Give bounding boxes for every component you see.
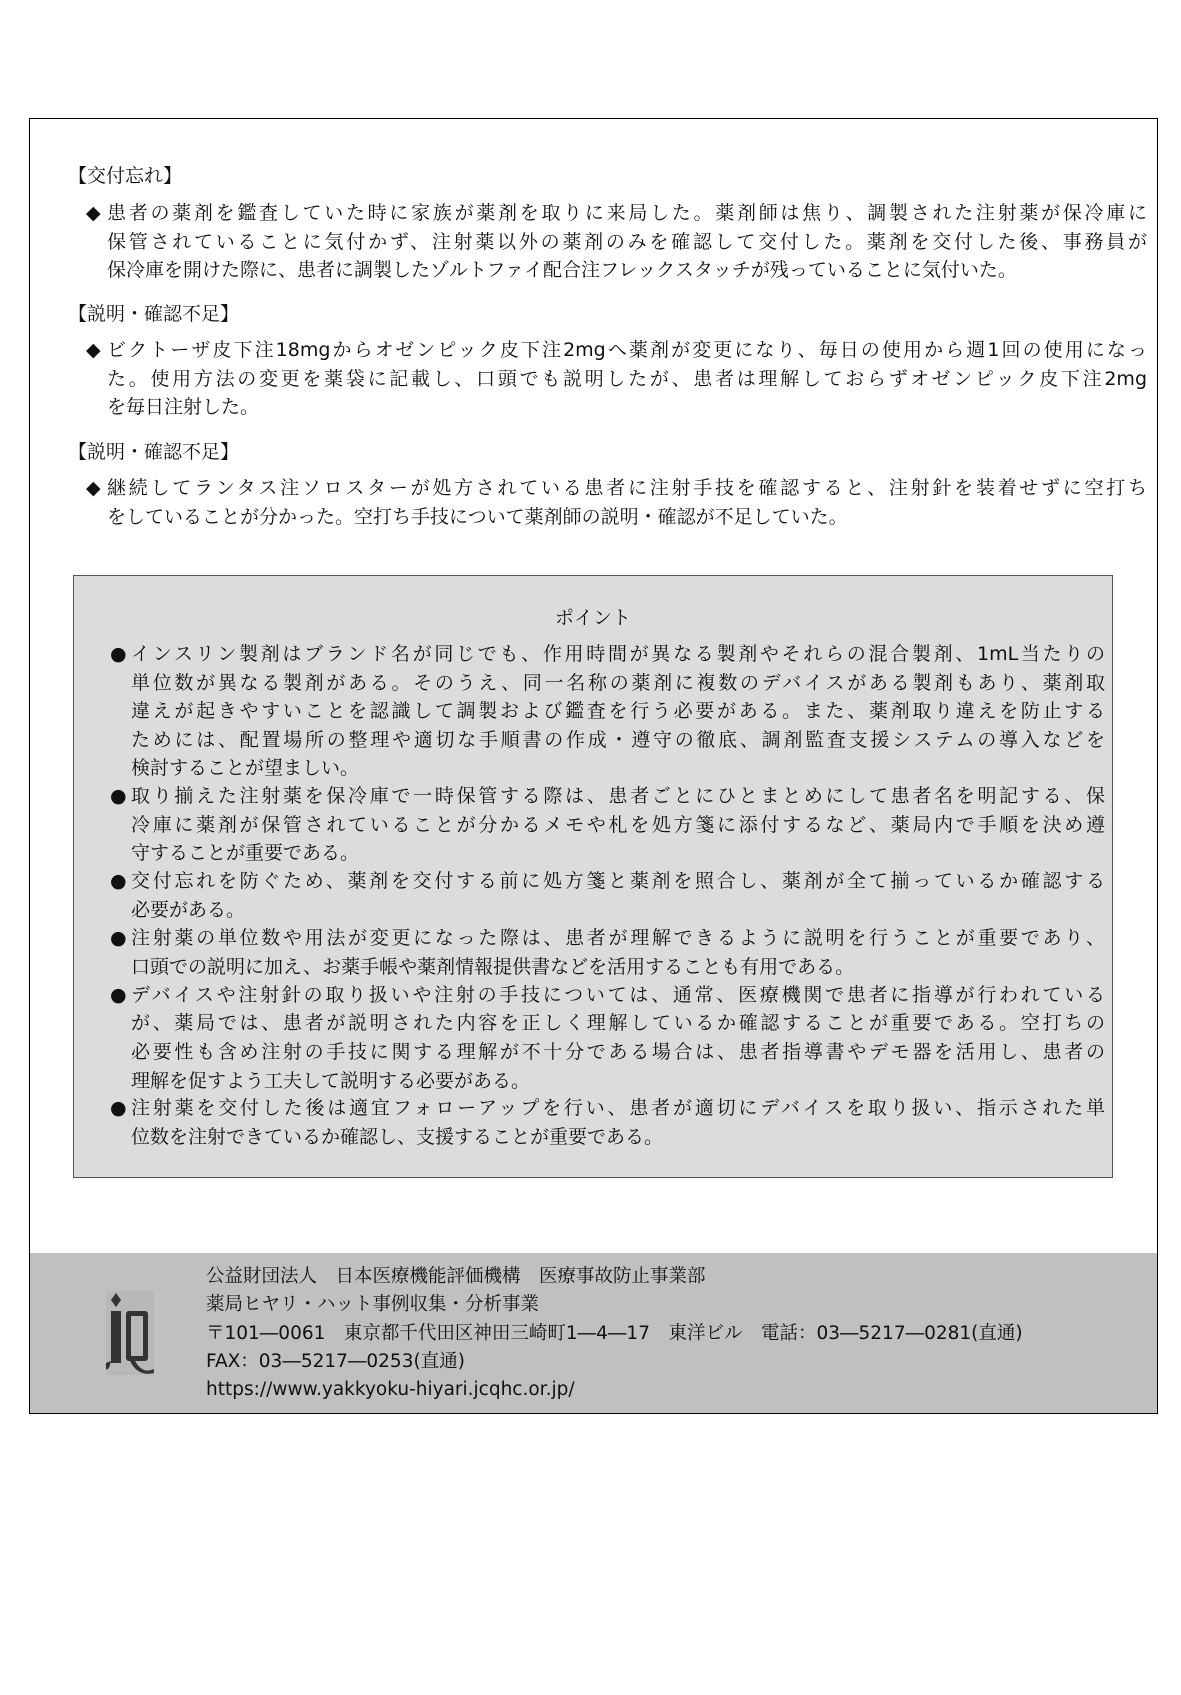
text-line: 保管されていることに気付かず、注射薬以外の薬剤のみを確認して交付した。薬剤を交付した後、事務員が (107, 230, 1147, 253)
text-line: 違えが起きやすいことを認識して調製および鑑査を行う必要がある。また、薬剤取り違えを防止する (131, 700, 1105, 723)
diamond-bullet-icon: ◆ (86, 339, 101, 361)
circle-bullet-icon: ● (110, 983, 127, 1006)
point-text (131, 1094, 1105, 1151)
case-text (107, 199, 1147, 285)
text-line: 単位数が異なる製剤がある。そのうえ、同一名称の薬剤に複数のデバイスがある製剤もあり、薬剤取 (131, 671, 1105, 694)
point-text (131, 782, 1105, 868)
text-line: をしていることが分かった。空打ち手技について薬剤師の説明・確認が不足していた。 (107, 505, 848, 528)
text-line: を毎日注射した。 (107, 396, 260, 419)
text-line: 検討することが望ましい。 (131, 757, 360, 780)
case-text (107, 336, 1147, 422)
footer-line: 公益財団法人 日本医療機能評価機構 医療事故防止事業部 (206, 1266, 706, 1287)
text-line: 保冷庫を開けた際に、患者に調製したゾルトファイ配合注フレックスタッチが残っていることに気付いた。 (107, 259, 1017, 282)
text-line: 理解を促すよう工夫して説明する必要がある。 (131, 1069, 531, 1092)
point-text (131, 924, 1105, 981)
footer-contact (206, 1263, 1023, 1404)
circle-bullet-icon: ● (110, 1097, 127, 1120)
section-heading: 【説明・確認不足】 (68, 303, 240, 325)
text-line: 患者の薬剤を鑑査していた時に家族が薬剤を取りに来局した。薬剤師は焦り、調製された注射薬が保冷庫に (107, 202, 1147, 224)
circle-bullet-icon: ● (110, 927, 127, 949)
text-line: 冷庫に薬剤が保管されていることが分かるメモや札を処方箋に添付するなど、薬局内で手順を決め遵 (131, 813, 1105, 836)
text-line: 継続してランタス注ソロスターが処方されている患者に注射手技を確認すると、注射針を装着せずに空打ち (107, 477, 1147, 499)
text-line: 注射薬を交付した後は適宜フォローアップを行い、患者が適切にデバイスを取り扱い、指示された単 (131, 1097, 1105, 1120)
footer-line: 〒101―0061 東京都千代田区神田三崎町1―4―17 東洋ビル 電話：03―5217―0281(直通) (206, 1322, 1023, 1344)
text-line: ためには、配置場所の整理や適切な手順書の作成・遵守の徹底、調剤監査支援システムの導入などを (131, 728, 1105, 751)
text-line: 取り揃えた注射薬を保冷庫で一時保管する際は、患者ごとにひとまとめにして患者名を明記する、保 (131, 785, 1105, 807)
text-line: 注射薬の単位数や用法が変更になった際は、患者が理解できるように説明を行うことが重要であり、 (131, 927, 1105, 949)
circle-bullet-icon: ● (110, 785, 127, 807)
point-text (131, 867, 1105, 924)
text-line: インスリン製剤はブランド名が同じでも、作用時間が異なる製剤やそれらの混合製剤、1mL当たりの (131, 643, 1105, 665)
footer-line: https://www.yakkyoku-hiyari.jcqhc.or.jp/ (206, 1379, 575, 1401)
text-line: ビクトーザ皮下注18mgからオゼンピック皮下注2mgへ薬剤が変更になり、毎日の使用から週1回の使用になっ (107, 339, 1147, 361)
text-line: デバイスや注射針の取り扱いや注射の手技については、通常、医療機関で患者に指導が行われている (131, 983, 1105, 1006)
points-box (73, 575, 1113, 1178)
text-line: 守することが重要である。 (131, 842, 360, 865)
text-line: 必要性も含め注射の手技に関する理解が不十分である場合は、患者指導書やデモ器を活用し、患者の (131, 1040, 1105, 1063)
circle-bullet-icon: ● (110, 870, 127, 893)
diamond-bullet-icon: ◆ (86, 477, 101, 499)
footer (29, 1253, 1158, 1414)
section-heading: 【交付忘れ】 (68, 165, 183, 187)
footer-line: FAX：03―5217―0253(直通) (206, 1350, 465, 1372)
footer-line: 薬局ヒヤリ・ハット事例収集・分析事業 (206, 1294, 540, 1316)
diamond-bullet-icon: ◆ (86, 202, 101, 224)
text-line: 必要がある。 (131, 898, 246, 921)
text-line: 位数を注射できているか確認し、支援することが重要である。 (131, 1125, 664, 1148)
text-line: た。使用方法の変更を薬袋に記載し、口頭でも説明したが、患者は理解しておらずオゼンピック皮下注2mg (107, 367, 1147, 390)
section-heading: 【説明・確認不足】 (68, 441, 240, 463)
points-title: ポイント (554, 607, 631, 629)
circle-bullet-icon: ● (110, 643, 127, 665)
point-text (131, 640, 1105, 783)
text-line: 口頭での説明に加え、お薬手帳や薬剤情報提供書などを活用することも有用である。 (131, 955, 855, 978)
point-text (131, 981, 1105, 1095)
text-line: が、薬局では、患者が説明された内容を正しく理解しているか確認することが重要である。空打ちの (131, 1012, 1105, 1035)
case-text (107, 474, 1147, 531)
text-line: 交付忘れを防ぐため、薬剤を交付する前に処方箋と薬剤を照合し、薬剤が全て揃っているか確認する (131, 870, 1105, 893)
jq-logo (106, 1291, 154, 1375)
